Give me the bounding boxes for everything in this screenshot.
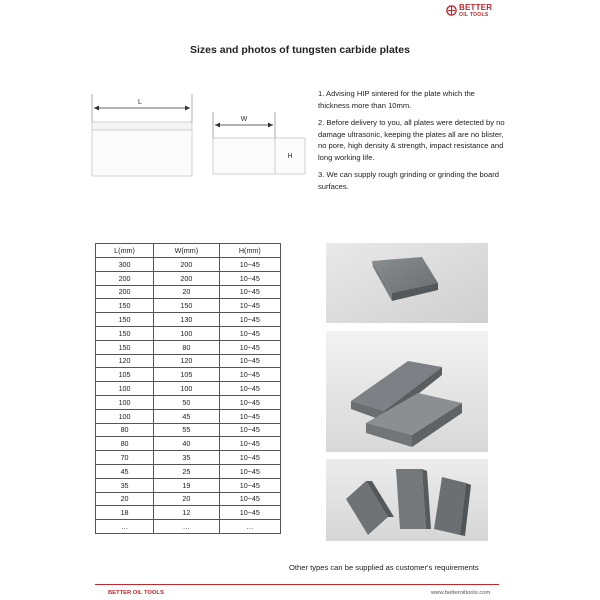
cell-width: 100 bbox=[154, 382, 220, 396]
cell-height: 10~45 bbox=[219, 271, 280, 285]
cell-height: 10~45 bbox=[219, 382, 280, 396]
table-row bbox=[96, 299, 281, 313]
logo-text: BETTER bbox=[459, 3, 493, 12]
cell-width: … bbox=[154, 520, 220, 534]
table-row bbox=[96, 395, 281, 409]
logo-mark-icon bbox=[446, 5, 457, 16]
cell-width: 20 bbox=[154, 285, 220, 299]
cell-length: 150 bbox=[96, 340, 154, 354]
custom-note: Other types can be supplied as customer's requirements bbox=[289, 563, 479, 572]
cell-height: 10~45 bbox=[219, 506, 280, 520]
header-length: L(mm) bbox=[96, 244, 154, 258]
note-1: 1. Advising HIP sintered for the plate which the thickness more than 10mm. bbox=[318, 89, 475, 110]
cell-length: 300 bbox=[96, 258, 154, 272]
cell-length: 105 bbox=[96, 368, 154, 382]
table-row bbox=[96, 492, 281, 506]
table-body bbox=[96, 258, 281, 534]
cell-width: 12 bbox=[154, 506, 220, 520]
cell-length: 100 bbox=[96, 409, 154, 423]
cell-length: … bbox=[96, 520, 154, 534]
cell-length: 18 bbox=[96, 506, 154, 520]
plate-photo-large bbox=[326, 243, 488, 323]
table-row bbox=[96, 313, 281, 327]
table-row bbox=[96, 520, 281, 534]
note-2: 2. Before delivery to you, all plates were detected by no damage ultrasonic, keeping the plates all are no blister, no pore, high density & strength, impact resistance and long working life. bbox=[318, 118, 505, 162]
cell-height: 10~45 bbox=[219, 354, 280, 368]
cell-height: 10~45 bbox=[219, 451, 280, 465]
cell-length: 200 bbox=[96, 285, 154, 299]
plate-photo-small bbox=[326, 459, 488, 541]
cell-length: 70 bbox=[96, 451, 154, 465]
cell-width: 120 bbox=[154, 354, 220, 368]
cell-width: 100 bbox=[154, 326, 220, 340]
cell-length: 150 bbox=[96, 326, 154, 340]
cell-height: 10~45 bbox=[219, 423, 280, 437]
cell-height: 10~45 bbox=[219, 464, 280, 478]
table-row bbox=[96, 326, 281, 340]
cell-length: 120 bbox=[96, 354, 154, 368]
table-row bbox=[96, 506, 281, 520]
cell-height: 10~45 bbox=[219, 299, 280, 313]
cell-height: 10~45 bbox=[219, 368, 280, 382]
cell-length: 45 bbox=[96, 464, 154, 478]
cell-height: 10~45 bbox=[219, 326, 280, 340]
cell-width: 40 bbox=[154, 437, 220, 451]
cell-height: 10~45 bbox=[219, 285, 280, 299]
cell-width: 200 bbox=[154, 258, 220, 272]
cell-length: 200 bbox=[96, 271, 154, 285]
footer-website-link[interactable]: www.betteroiltools.com bbox=[431, 590, 491, 596]
width-height-diagram bbox=[210, 108, 310, 178]
cell-width: 20 bbox=[154, 492, 220, 506]
cell-width: 50 bbox=[154, 395, 220, 409]
footer-divider bbox=[95, 584, 499, 585]
cell-length: 150 bbox=[96, 299, 154, 313]
table-header-row bbox=[96, 244, 281, 258]
table-row bbox=[96, 258, 281, 272]
logo-subtext: OIL TOOLS bbox=[459, 12, 489, 18]
cell-length: 100 bbox=[96, 395, 154, 409]
table-row bbox=[96, 478, 281, 492]
footer-brand: BETTER OIL TOOLS bbox=[108, 590, 164, 596]
length-label: L bbox=[138, 99, 142, 106]
cell-length: 100 bbox=[96, 382, 154, 396]
page-title: Sizes and photos of tungsten carbide plates bbox=[190, 44, 410, 56]
cell-height: 10~45 bbox=[219, 478, 280, 492]
cell-height: 10~45 bbox=[219, 409, 280, 423]
cell-width: 150 bbox=[154, 299, 220, 313]
table-row bbox=[96, 437, 281, 451]
cell-width: 25 bbox=[154, 464, 220, 478]
table-row bbox=[96, 382, 281, 396]
cell-height: 10~45 bbox=[219, 313, 280, 327]
plate-photo-pair bbox=[326, 331, 488, 452]
cell-length: 80 bbox=[96, 437, 154, 451]
cell-length: 150 bbox=[96, 313, 154, 327]
cell-width: 200 bbox=[154, 271, 220, 285]
table-row bbox=[96, 451, 281, 465]
cell-width: 55 bbox=[154, 423, 220, 437]
table-row bbox=[96, 354, 281, 368]
length-diagram bbox=[88, 88, 198, 180]
table-row bbox=[96, 271, 281, 285]
table-row bbox=[96, 409, 281, 423]
cell-height: 10~45 bbox=[219, 492, 280, 506]
cell-length: 80 bbox=[96, 423, 154, 437]
cell-width: 130 bbox=[154, 313, 220, 327]
note-3: 3. We can supply rough grinding or grinding the board surfaces. bbox=[318, 170, 499, 191]
header-height: H(mm) bbox=[219, 244, 280, 258]
cell-height: … bbox=[219, 520, 280, 534]
height-label: H bbox=[287, 153, 293, 160]
cell-width: 80 bbox=[154, 340, 220, 354]
cell-length: 35 bbox=[96, 478, 154, 492]
width-label: W bbox=[240, 116, 248, 123]
cell-height: 10~45 bbox=[219, 395, 280, 409]
cell-width: 19 bbox=[154, 478, 220, 492]
cell-width: 45 bbox=[154, 409, 220, 423]
brand-logo bbox=[446, 3, 498, 21]
product-notes bbox=[318, 88, 508, 198]
table-row bbox=[96, 340, 281, 354]
cell-length: 20 bbox=[96, 492, 154, 506]
table-row bbox=[96, 464, 281, 478]
size-table bbox=[95, 243, 281, 534]
cell-width: 35 bbox=[154, 451, 220, 465]
cell-height: 10~45 bbox=[219, 340, 280, 354]
table-row bbox=[96, 285, 281, 299]
table-row bbox=[96, 423, 281, 437]
header-width: W(mm) bbox=[154, 244, 220, 258]
table-row bbox=[96, 368, 281, 382]
cell-width: 105 bbox=[154, 368, 220, 382]
cell-height: 10~45 bbox=[219, 258, 280, 272]
cell-height: 10~45 bbox=[219, 437, 280, 451]
